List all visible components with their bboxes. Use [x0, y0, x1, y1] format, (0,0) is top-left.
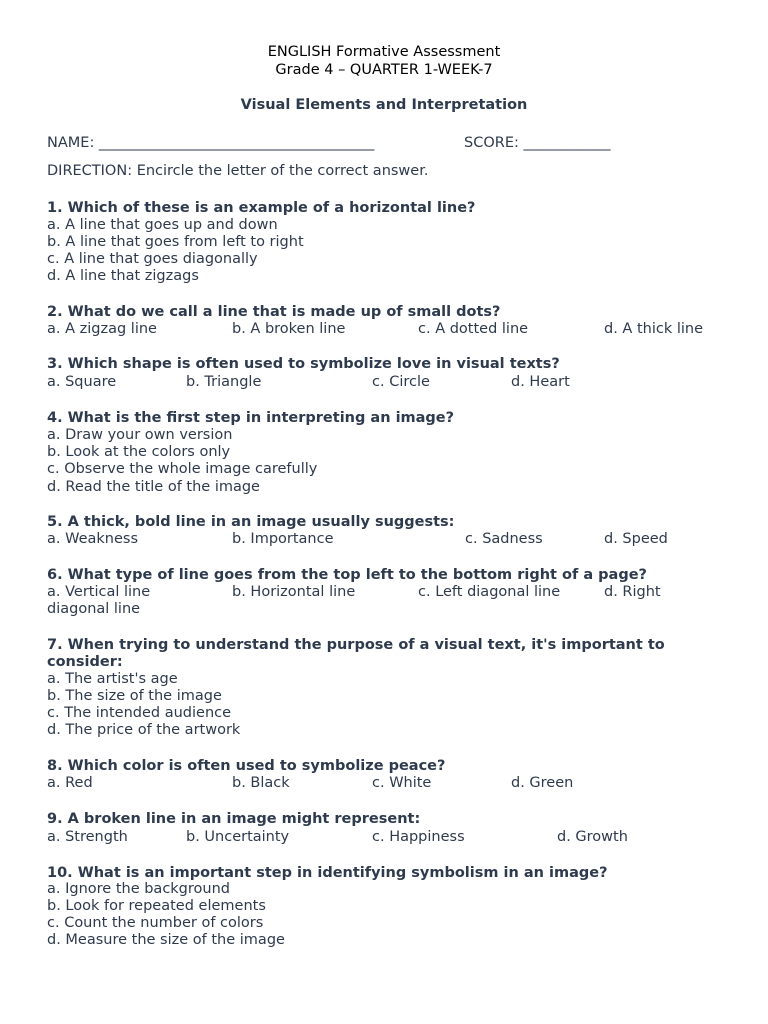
q4-choice-b[interactable]: b. Look at the colors only	[47, 444, 231, 460]
q9-choice-d[interactable]: d. Growth	[557, 829, 628, 845]
q8-choice-b[interactable]: b. Black	[232, 775, 290, 791]
question-8: 8. Which color is often used to symbolize peace?	[47, 758, 446, 774]
q3-choice-b[interactable]: b. Triangle	[186, 374, 262, 390]
q8-choice-c[interactable]: c. White	[372, 775, 432, 791]
q5-choice-a[interactable]: a. Weakness	[47, 531, 139, 547]
question-5: 5. A thick, bold line in an image usually suggests:	[47, 514, 455, 530]
q9-choice-a[interactable]: a. Strength	[47, 829, 128, 845]
q4-choice-d[interactable]: d. Read the title of the image	[47, 479, 260, 495]
q10-choice-b[interactable]: b. Look for repeated elements	[47, 898, 266, 914]
subject-heading: ENGLISH Formative Assessment	[267, 44, 501, 60]
q8-choice-a[interactable]: a. Red	[47, 775, 93, 791]
q2-choice-d[interactable]: d. A thick line	[604, 321, 704, 337]
question-4: 4. What is the first step in interpreting an image?	[47, 410, 455, 426]
q1-choice-a[interactable]: a. A line that goes up and down	[47, 217, 278, 233]
q4-choice-c[interactable]: c. Observe the whole image carefully	[47, 461, 318, 477]
q4-choice-a[interactable]: a. Draw your own version	[47, 427, 233, 443]
q5-choice-d[interactable]: d. Speed	[604, 531, 668, 547]
q6-choice-c[interactable]: c. Left diagonal line	[418, 584, 561, 600]
q5-choice-b[interactable]: b. Importance	[232, 531, 334, 547]
question-7-wrap: consider:	[47, 654, 123, 670]
q1-choice-c[interactable]: c. A line that goes diagonally	[47, 251, 258, 267]
q5-choice-c[interactable]: c. Sadness	[465, 531, 543, 547]
q1-choice-b[interactable]: b. A line that goes from left to right	[47, 234, 304, 250]
q7-choice-b[interactable]: b. The size of the image	[47, 688, 222, 704]
q6-choice-b[interactable]: b. Horizontal line	[232, 584, 356, 600]
q2-choice-b[interactable]: b. A broken line	[232, 321, 346, 337]
grade-quarter-heading: Grade 4 – QUARTER 1-WEEK-7	[275, 62, 493, 78]
q7-choice-c[interactable]: c. The intended audience	[47, 705, 232, 721]
q1-choice-d[interactable]: d. A line that zigzags	[47, 268, 199, 284]
question-7: 7. When trying to understand the purpose of a visual text, it's important to	[47, 637, 665, 653]
q7-choice-a[interactable]: a. The artist's age	[47, 671, 178, 687]
q3-choice-c[interactable]: c. Circle	[372, 374, 430, 390]
q2-choice-a[interactable]: a. A zigzag line	[47, 321, 157, 337]
question-6: 6. What type of line goes from the top left to the bottom right of a page?	[47, 567, 647, 583]
q8-choice-d[interactable]: d. Green	[511, 775, 574, 791]
q6-choice-d-wrap[interactable]: diagonal line	[47, 601, 141, 617]
score-field[interactable]: SCORE: ____________	[464, 135, 611, 151]
q6-choice-d[interactable]: d. Right	[604, 584, 661, 600]
question-3: 3. Which shape is often used to symbolize love in visual texts?	[47, 356, 560, 372]
q10-choice-a[interactable]: a. Ignore the background	[47, 881, 230, 897]
direction-text: DIRECTION: Encircle the letter of the correct answer.	[47, 163, 429, 179]
q6-choice-a[interactable]: a. Vertical line	[47, 584, 151, 600]
name-field[interactable]: NAME: ______________________________________	[47, 135, 375, 151]
q2-choice-c[interactable]: c. A dotted line	[418, 321, 529, 337]
q9-choice-b[interactable]: b. Uncertainty	[186, 829, 290, 845]
question-9: 9. A broken line in an image might represent:	[47, 811, 421, 827]
q3-choice-d[interactable]: d. Heart	[511, 374, 570, 390]
q10-choice-d[interactable]: d. Measure the size of the image	[47, 932, 285, 948]
q7-choice-d[interactable]: d. The price of the artwork	[47, 722, 241, 738]
worksheet-title: Visual Elements and Interpretation	[240, 97, 528, 113]
q9-choice-c[interactable]: c. Happiness	[372, 829, 465, 845]
q3-choice-a[interactable]: a. Square	[47, 374, 117, 390]
question-1: 1. Which of these is an example of a horizontal line?	[47, 200, 476, 216]
question-2: 2. What do we call a line that is made up of small dots?	[47, 304, 501, 320]
q10-choice-c[interactable]: c. Count the number of colors	[47, 915, 264, 931]
question-10: 10. What is an important step in identifying symbolism in an image?	[47, 865, 608, 881]
